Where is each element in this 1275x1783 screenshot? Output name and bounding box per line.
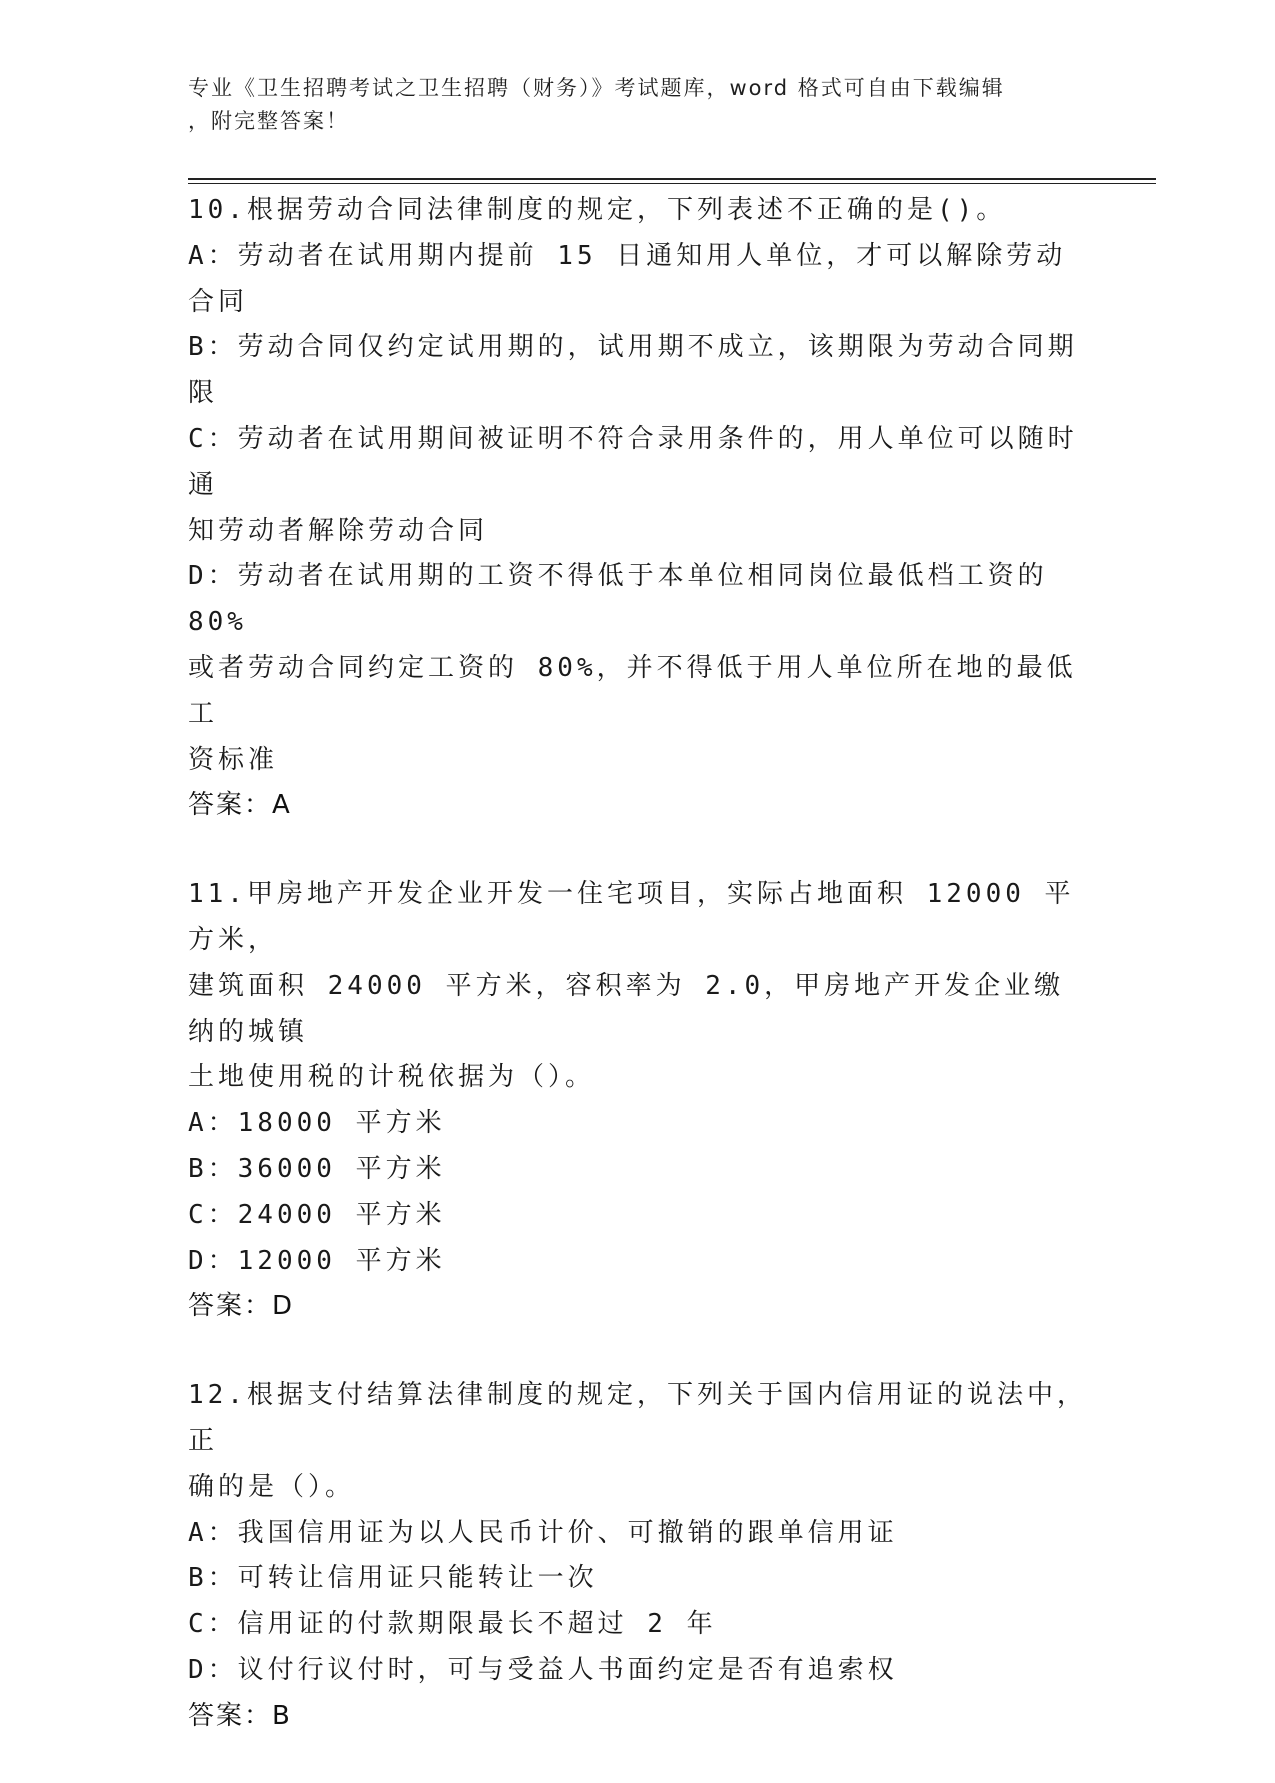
answer-option-line: B：劳动合同仅约定试用期的，试用期不成立，该期限为劳动合同期限 [188, 332, 1078, 409]
header-rule-thick [188, 178, 1156, 180]
answer-option [188, 1101, 1088, 1147]
answer-option [188, 325, 1088, 417]
answer-label: 答案： [188, 1291, 273, 1322]
answer-option [188, 1239, 1088, 1285]
answer-option [188, 1147, 1088, 1193]
question-block [188, 872, 1088, 1330]
answer-option-line: C：信用证的付款期限最长不超过 2 年 [188, 1609, 717, 1640]
answer-option-line: A：我国信用证为以人民币计价、可撤销的跟单信用证 [188, 1517, 898, 1548]
header-line-2: ，附完整答案！ [188, 109, 349, 133]
answer-option-line: A：劳动者在试用期内提前 15 日通知用人单位，才可以解除劳动合同 [188, 240, 1067, 317]
question-stem-line: 建筑面积 24000 平方米，容积率为 2.0，甲房地产开发企业缴纳的城镇 [188, 970, 1065, 1047]
question-stem-line: 10.根据劳动合同法律制度的规定，下列表述不正确的是()。 [188, 195, 1007, 225]
answer-option-line: A：18000 平方米 [188, 1108, 446, 1139]
answer-value: B [272, 1700, 292, 1731]
answer-label: 答案： [188, 1700, 273, 1731]
question-stem-line: 11.甲房地产开发企业开发一住宅项目，实际占地面积 12000 平方米， [188, 879, 1075, 955]
answer-option [188, 1556, 1088, 1602]
answer-option [188, 417, 1088, 554]
question-block [188, 188, 1088, 829]
question-stem-line: 土地使用税的计税依据为（）。 [188, 1062, 596, 1093]
answer-key [188, 783, 1088, 829]
answer-option-line: 知劳动者解除劳动合同 [188, 515, 489, 546]
answer-option-line: D：劳动者在试用期的工资不得低于本单位相同岗位最低档工资的 80% [188, 561, 1048, 638]
answer-option [188, 1648, 1088, 1694]
question-block [188, 1373, 1088, 1739]
answer-option-line: B：36000 平方米 [188, 1153, 446, 1184]
answer-option-line: 或者劳动合同约定工资的 80%，并不得低于用人单位所在地的最低工 [188, 652, 1077, 729]
answer-option-line: C：劳动者在试用期间被证明不符合录用条件的，用人单位可以随时通 [188, 423, 1078, 500]
answer-key [188, 1284, 1088, 1330]
answer-value: D [272, 1291, 295, 1322]
header-line-1: 专业《卫生招聘考试之卫生招聘（财务）》考试题库，word 格式可自由下载编辑 [188, 76, 1005, 100]
answer-option-line: D：议付行议付时，可与受益人书面约定是否有追索权 [188, 1654, 898, 1685]
answer-option [188, 1602, 1088, 1648]
answer-option [188, 234, 1088, 326]
question-stem-line: 确的是（）。 [188, 1471, 356, 1502]
question-stem-line: 12.根据支付结算法律制度的规定，下列关于国内信用证的说法中，正 [188, 1380, 1087, 1456]
answer-option-line: B：可转让信用证只能转让一次 [188, 1563, 598, 1594]
answer-option-line: 资标准 [188, 744, 279, 775]
answer-option [188, 1511, 1088, 1557]
answer-option-line: C：24000 平方米 [188, 1199, 446, 1230]
answer-label: 答案： [188, 790, 273, 821]
answer-option-line: D：12000 平方米 [188, 1245, 446, 1276]
document-header [188, 72, 1068, 138]
answer-option [188, 554, 1088, 783]
answer-option [188, 1193, 1088, 1239]
question-list [188, 188, 1088, 1783]
answer-value: A [272, 790, 292, 821]
answer-key [188, 1694, 1088, 1740]
header-rule-thin [188, 183, 1156, 184]
